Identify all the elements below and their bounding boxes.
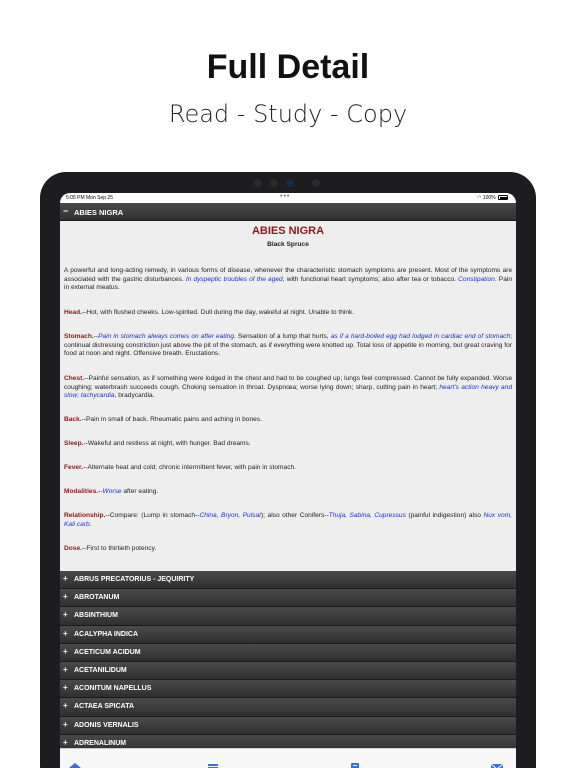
section-label: Fever.: [64, 464, 84, 471]
section-label: Chest.: [64, 375, 85, 382]
remedy-row[interactable]: [60, 698, 516, 716]
battery-icon: [498, 195, 508, 200]
status-bar: [60, 193, 516, 203]
remedy-row-label: ADONIS VERNALIS: [74, 721, 139, 729]
section-stomach: Stomach.--Pain in stomach always comes on after eating. Sensation of a lump that hurts, as if a hard-boiled egg had lodged in cardiac end of stomach; continual distressing constriction just above the pit of the stomach, as if everything were knotted up. Total loss of appetite in morning, but great craving for food at noon and night. Offensive breath. Eructations.: [64, 333, 512, 358]
app-screen: [60, 193, 516, 768]
expand-icon[interactable]: +: [63, 683, 68, 693]
remedy-detail: [60, 221, 516, 571]
remedy-row[interactable]: [60, 571, 516, 589]
remedy-row-label: ACONITUM NAPELLUS: [74, 685, 152, 693]
remedy-row[interactable]: [60, 662, 516, 680]
section-sleep: Sleep.--Wakeful and restless at night, with hunger. Bad dreams.: [64, 440, 251, 447]
home-icon[interactable]: [68, 763, 82, 768]
tab-bar: [60, 748, 516, 768]
mail-icon[interactable]: [490, 763, 504, 768]
collapse-icon[interactable]: −: [63, 206, 69, 216]
section-label: Modalities.: [64, 488, 99, 495]
expand-icon[interactable]: +: [63, 701, 68, 711]
expand-icon[interactable]: +: [63, 737, 68, 747]
remedy-row[interactable]: [60, 589, 516, 607]
camera-icon: [248, 178, 328, 188]
section-relationship: Relationship.--Compare: (Lump in stomach--China, Bryon, Pulsat); also other Conifers--Thuja, Sabina, Cupressus (painful indigestion) also Nux vom, Kali carb.: [64, 512, 512, 528]
expand-icon[interactable]: +: [63, 592, 68, 602]
remedy-row-label: ABROTANUM: [74, 594, 120, 602]
section-fever: Fever.--Alternate heat and cold; chronic intermittent fever, with pain in stomach.: [64, 464, 297, 471]
expand-icon[interactable]: +: [63, 574, 68, 583]
remedy-row[interactable]: [60, 626, 516, 644]
section-label: Back.: [64, 416, 82, 423]
crossref-link[interactable]: Pain in stomach always comes on after eating: [98, 333, 234, 340]
crossref-link[interactable]: China, Bryon, Pulsat: [199, 512, 261, 519]
intro-paragraph: A powerful and long-acting remedy, in various forms of disease, whenever the characteristic stomach symptoms are present. Most of the symptoms are associated with the gastric disturbances. In dyspeptic troubles of the aged, with functional heart symptoms; also after tea or tobacco. Constipation. Pain in external meatus.: [64, 267, 512, 292]
remedy-row-label: ADRENALINUM: [74, 739, 127, 747]
book-icon[interactable]: [348, 763, 362, 768]
section-label: Dose.: [64, 545, 82, 552]
status-time: 5:05 PM Mon Sep 25: [66, 195, 113, 201]
remedy-row-label: ACTAEA SPICATA: [74, 703, 135, 711]
crossref-link[interactable]: as if a hard-boiled egg had lodged in cardiac end of stomach: [330, 333, 511, 340]
remedy-row-label: ABRUS PRECATORIUS - JEQUIRITY: [74, 576, 195, 583]
list-icon[interactable]: [206, 763, 220, 768]
remedy-row-label: ACETANILIDUM: [74, 666, 127, 674]
remedy-row[interactable]: [60, 644, 516, 662]
section-label: Stomach.: [64, 333, 94, 340]
remedy-row-label: ACETICUM ACIDUM: [74, 648, 141, 656]
promo-title: Full Detail: [206, 48, 370, 86]
expand-icon[interactable]: +: [63, 610, 68, 620]
multitask-dots[interactable]: •••: [280, 193, 291, 200]
expand-icon[interactable]: +: [63, 664, 68, 674]
crossref-link[interactable]: Constipation: [458, 275, 495, 283]
status-right: [477, 195, 508, 201]
section-modalities: Modalities.--Worse after eating.: [64, 488, 159, 495]
remedy-row-label: ACALYPHA INDICA: [74, 630, 139, 638]
battery-level: 100%: [482, 195, 496, 201]
remedy-row[interactable]: [60, 717, 516, 735]
wifi-icon: ◠: [477, 195, 482, 201]
remedy-row-label: ABSINTHIUM: [74, 612, 118, 620]
section-label: Head.: [64, 309, 82, 316]
crossref-link[interactable]: Thuja, Sabina, Cupressus: [328, 512, 406, 519]
expand-icon[interactable]: +: [63, 646, 68, 656]
promo-subtitle: Read - Study - Copy: [168, 100, 408, 128]
crossref-link[interactable]: heart's action heavy and slow; tachycardia: [64, 383, 512, 400]
section-head: Head.--Hot, with flushed cheeks. Low-spirited. Dull during the day, wakeful at night. Unable to think.: [64, 309, 355, 316]
section-back: Back.--Pain in small of back. Rheumatic pains and aching in bones.: [64, 416, 262, 423]
remedy-header-label: ABIES NIGRA: [74, 208, 124, 217]
section-label: Sleep.: [64, 440, 84, 447]
section-chest: Chest.--Painful sensation, as if something were lodged in the chest and had to be coughed up; lungs feel compressed. Cannot be fully expanded. Worse coughing; waterbrash succeeds cough. Choking sensation in throat. Dyspnœa; worse lying down; sharp, cutting pain in heart; heart's action heavy and slow; tachycardia, bradycardia.: [64, 375, 512, 400]
crossref-link[interactable]: In dyspeptic troubles of the aged: [185, 275, 283, 283]
remedy-list: [60, 571, 516, 753]
remedy-row[interactable]: [60, 680, 516, 698]
expand-icon[interactable]: +: [63, 719, 68, 729]
crossref-link[interactable]: Worse: [102, 488, 122, 495]
section-label: Relationship.: [64, 512, 106, 519]
remedy-header-abies-nigra[interactable]: [60, 203, 516, 221]
crossref-link[interactable]: Nux vom, Kali carb: [64, 512, 512, 528]
remedy-row[interactable]: [60, 607, 516, 625]
remedy-common-name: Black Spruce: [267, 241, 309, 248]
expand-icon[interactable]: +: [63, 628, 68, 638]
section-dose: Dose.--First to thirtieth potency.: [64, 545, 157, 552]
remedy-title: ABIES NIGRA: [251, 225, 325, 237]
